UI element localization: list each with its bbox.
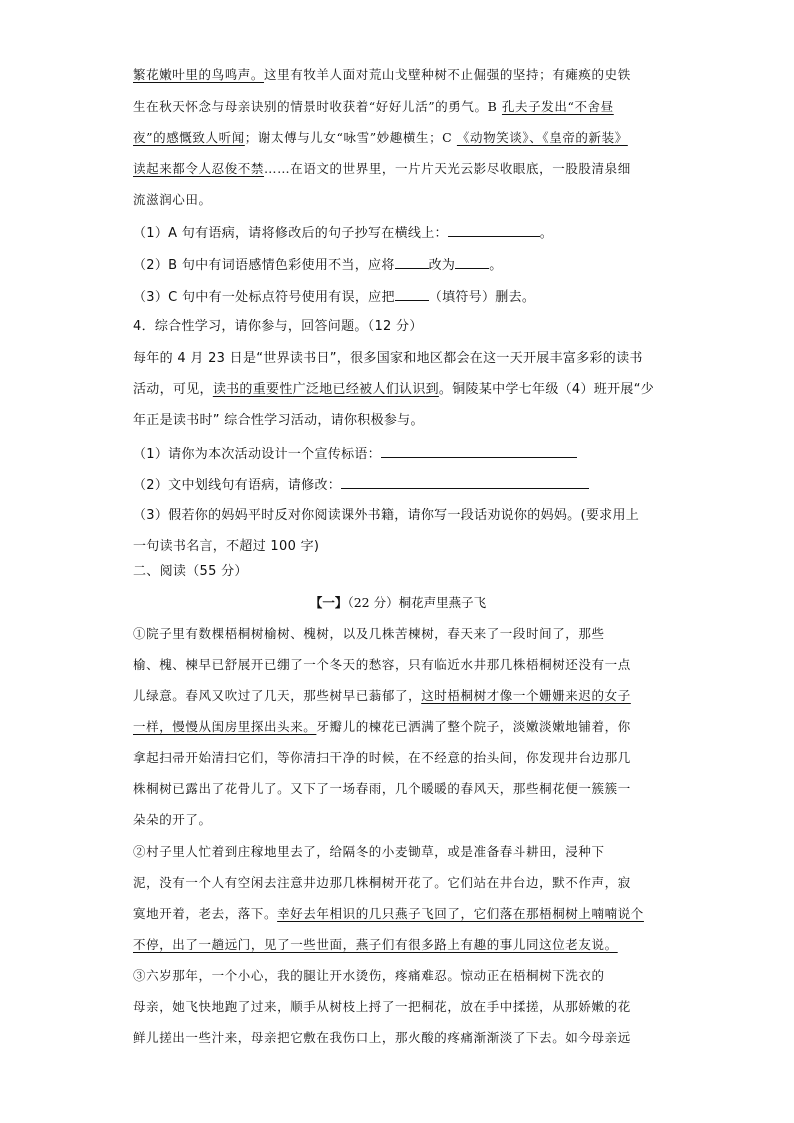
article-p2-line-3 bbox=[133, 905, 663, 923]
q4-para-line-3: 年正是读书时” 综合性学习活动，请你积极参与。 bbox=[133, 413, 424, 428]
article-p3-line-3: 鲜儿搓出一些汁来，母亲把它敷在我伤口上，那火酸的疼痛渐渐淡了下去。如今母亲远 bbox=[133, 1030, 631, 1045]
article-title-text: （22 分）桐花声里燕子飞 bbox=[347, 595, 487, 610]
passage-line-4 bbox=[133, 160, 663, 178]
para-text: 活动，可见， bbox=[133, 382, 213, 397]
item-text: （3）C 句中有一处标点符号使用有误，应把 bbox=[133, 290, 395, 305]
article-text: 寞地开着，老去，落下。 bbox=[133, 906, 278, 921]
article-title bbox=[133, 594, 663, 612]
passage-line-3 bbox=[133, 129, 663, 147]
underlined-sentence-b-cont: 夜”的感慨致人听闻 bbox=[133, 130, 245, 145]
item-text: （2）B 句中有词语感情色彩使用不当，应将 bbox=[133, 258, 395, 273]
passage-text: 生在秋天怀念与母亲诀别的情景时收获着“好好儿活”的勇气。B bbox=[133, 99, 502, 114]
underlined-sentence-c: 《动物笑谈》、《皇帝的新装》 bbox=[456, 130, 628, 145]
article-text: 牙瓣儿的楝花已洒满了整个院子，淡嫩淡嫩地铺着，你 bbox=[316, 719, 631, 734]
q4-item-3-line-2: 一句读书名言，不超过 100 字) bbox=[133, 539, 320, 554]
q4-item-3-line-1: （3）假若你的妈妈平时反对你阅读课外书籍，请你写一段话劝说你的妈妈。(要求用上 bbox=[133, 508, 640, 523]
q4-item-2 bbox=[133, 475, 663, 495]
article-p1-line-6: 株桐树已露出了花骨儿了。又下了一场春雨，几个暖暖的春风天，那些桐花便一簇簇一 bbox=[133, 781, 631, 796]
item-text: （填符号）删去。 bbox=[428, 290, 536, 305]
article-p1-line-1: ①院子里有数棵梧桐树榆树、槐树，以及几株苦楝树，春天来了一段时间了，那些 bbox=[133, 626, 605, 641]
underlined-sentence: 这时梧桐树才像一个姗姗来迟的女子 bbox=[421, 688, 631, 703]
article-p2-line-4 bbox=[133, 936, 663, 954]
passage-line-1 bbox=[133, 66, 663, 84]
underlined-sentence-c-cont: 读起来都令人忍俊不禁 bbox=[133, 161, 265, 176]
q3-item-2 bbox=[133, 255, 663, 275]
answer-blank[interactable] bbox=[395, 287, 429, 301]
para-text: 。铜陵某中学七年级（4）班开展“少 bbox=[438, 382, 655, 397]
article-p1-line-4 bbox=[133, 718, 663, 736]
q4-heading: 4．综合性学习，请你参与，回答问题。（12 分） bbox=[133, 319, 423, 334]
article-p3-line-1: ③六岁那年，一个小心，我的腿让开水烫伤，疼痛难忍。惊动正在梧桐树下洗衣的 bbox=[133, 968, 605, 983]
item-text: （1）A 句有语病，请将修改后的句子抄写在横线上： bbox=[133, 226, 448, 241]
item-text: （2）文中划线句有语病，请修改： bbox=[133, 478, 342, 493]
passage-text: ；谢太傅与儿女“咏雪”妙趣横生；C bbox=[244, 130, 457, 145]
section-heading: 二、阅读（55 分） bbox=[133, 564, 248, 579]
underlined-sentence: 幸好去年相识的几只燕子飞回了，它们落在那梧桐树上喃喃说个 bbox=[277, 906, 644, 921]
article-p3-line-2: 母亲，她飞快地跑了过来，顺手从树枝上捋了一把桐花，放在手中揉搓，从那娇嫩的花 bbox=[133, 999, 631, 1014]
answer-blank[interactable] bbox=[381, 444, 577, 458]
item-text: 。 bbox=[489, 258, 503, 273]
article-p1-line-2: 榆、槐、楝早已舒展开已绷了一个冬天的愁容，只有临近水井那几株梧桐树还没有一点 bbox=[133, 657, 631, 672]
q4-item-1 bbox=[133, 444, 663, 464]
answer-blank[interactable] bbox=[455, 255, 489, 269]
q3-item-1 bbox=[133, 223, 663, 243]
passage-line-5: 流滋润心田。 bbox=[133, 192, 212, 207]
answer-blank[interactable] bbox=[448, 223, 540, 237]
q3-item-3 bbox=[133, 287, 663, 307]
passage-text: 这里有牧羊人面对荒山戈壁种树不止倔强的坚持；有瘫痪的史铁 bbox=[264, 67, 631, 82]
article-number: 【一】 bbox=[309, 595, 348, 610]
article-text: 儿绿意。春风又吹过了几天，那些树早已蓊郁了， bbox=[133, 688, 422, 703]
article-p1-line-7: 朵朵的开了。 bbox=[133, 812, 212, 827]
underlined-sentence-cont: 一样，慢慢从闺房里探出头来。 bbox=[133, 719, 317, 734]
article-p2-line-2: 泥，没有一个人有空闲去注意井边那几株桐树开花了。它们站在井台边，默不作声，寂 bbox=[133, 875, 631, 890]
underlined-phrase: 繁花嫩叶里的鸟鸣声。 bbox=[133, 67, 265, 82]
item-text: （1）请你为本次活动设计一个宣传标语： bbox=[133, 447, 381, 462]
underlined-sick-sentence: 读书的重要性广泛地已经被人们认识到 bbox=[212, 382, 439, 397]
passage-line-2 bbox=[133, 98, 663, 116]
underlined-sentence-cont: 不停，出了一趟远门，见了一些世面，燕子们有很多路上有趣的事儿同这位老友说。 bbox=[133, 937, 618, 952]
item-text: 。 bbox=[539, 226, 554, 241]
article-p1-line-5: 拿起扫帚开始清扫它们，等你清扫干净的时候，在不经意的抬头间，你发现井台边那几 bbox=[133, 750, 631, 765]
underlined-sentence-b: 孔夫子发出“不舍昼 bbox=[501, 99, 614, 114]
article-p2-line-1: ②村子里人忙着到庄稼地里去了，给隔冬的小麦锄草，或是准备春斗耕田，浸种下 bbox=[133, 844, 605, 859]
item-text: 改为 bbox=[428, 258, 456, 273]
q4-para-line-1: 每年的 4 月 23 日是“世界读书日”，很多国家和地区都会在这一天开展丰富多彩的读书 bbox=[133, 351, 643, 366]
passage-text: ……在语文的世界里，一片片天光云影尽收眼底，一股股清泉细 bbox=[264, 161, 631, 176]
article-p1-line-3 bbox=[133, 687, 663, 705]
q4-para-line-2 bbox=[133, 381, 663, 399]
answer-blank[interactable] bbox=[395, 255, 429, 269]
answer-blank[interactable] bbox=[341, 475, 589, 489]
